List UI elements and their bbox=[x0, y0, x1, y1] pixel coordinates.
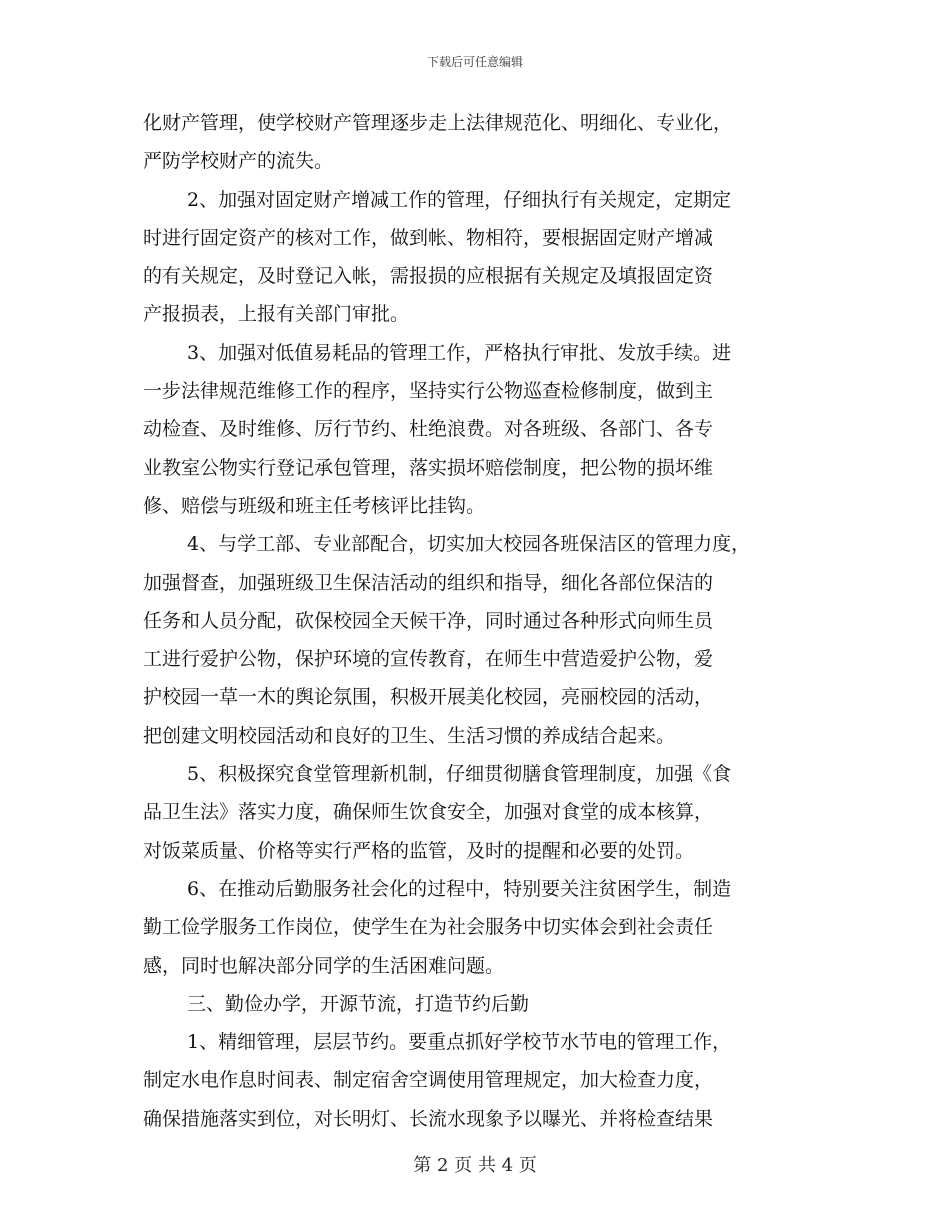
text-line: 业教室公物实行登记承包管理，落实损坏赔偿制度，把公物的损坏维 bbox=[143, 456, 714, 479]
text-line: 1、精细管理，层层节约。要重点抓好学校节水节电的管理工作， bbox=[187, 1031, 732, 1054]
text-line: 的有关规定，及时登记入帐，需报损的应根据有关规定及填报固定资 bbox=[143, 265, 714, 288]
text-line: 感，同时也解决部分同学的生活困难问题。 bbox=[143, 954, 505, 977]
text-line: 护校园一草一木的舆论氛围，积极开展美化校园，亮丽校园的活动， bbox=[143, 686, 714, 709]
text-line: 4、与学工部、专业部配合，切实加大校园各班保洁区的管理力度， bbox=[187, 533, 751, 556]
text-line: 动检查、及时维修、厉行节约、杜绝浪费。对各班级、各部门、各专 bbox=[143, 418, 714, 441]
text-line: 修、赔偿与班级和班主任考核评比挂钩。 bbox=[143, 494, 486, 517]
text-line: 产报损表，上报有关部门审批。 bbox=[143, 303, 410, 326]
text-line: 三、勤俭办学，开源节流，打造节约后勤 bbox=[187, 992, 530, 1015]
text-line: 加强督查，加强班级卫生保洁活动的组织和指导，细化各部位保洁的 bbox=[143, 571, 714, 594]
text-line: 6、在推动后勤服务社会化的过程中，特别要关注贫困学生，制造 bbox=[187, 877, 732, 900]
document-body bbox=[143, 104, 810, 1138]
text-line: 对饭菜质量、价格等实行严格的监管，及时的提醒和必要的处罚。 bbox=[143, 839, 695, 862]
page-footer: 第 2 页 共 4 页 bbox=[413, 1155, 537, 1176]
text-line: 化财产管理，使学校财产管理逐步走上法律规范化、明细化、专业化， bbox=[143, 112, 733, 134]
text-line: 2、加强对固定财产增减工作的管理，仔细执行有关规定，定期定 bbox=[187, 188, 732, 211]
text-line: 时进行固定资产的核对工作，做到帐、物相符，要根据固定财产增减 bbox=[143, 226, 714, 249]
text-line: 5、积极探究食堂管理新机制，仔细贯彻膳食管理制度，加强《食 bbox=[187, 763, 732, 786]
text-line: 把创建文明校园活动和良好的卫生、生活习惯的养成结合起来。 bbox=[143, 724, 676, 747]
page-header: 下载后可任意编辑 bbox=[426, 55, 523, 69]
text-line: 勤工俭学服务工作岗位，使学生在为社会服务中切实体会到社会责任 bbox=[143, 916, 714, 939]
text-line: 任务和人员分配，砍保校园全天候干净，同时通过各种形式向师生员 bbox=[143, 609, 714, 632]
text-line: 工进行爱护公物，保护环境的宣传教育，在师生中营造爱护公物，爱 bbox=[143, 648, 714, 671]
text-line: 一步法律规范维修工作的程序，坚持实行公物巡查检修制度，做到主 bbox=[143, 380, 714, 403]
text-line: 制定水电作息时间表、制定宿舍空调使用管理规定，加大检查力度， bbox=[143, 1069, 714, 1092]
text-line: 品卫生法》落实力度，确保师生饮食安全，加强对食堂的成本核算， bbox=[143, 801, 714, 824]
text-line: 确保措施落实到位，对长明灯、长流水现象予以曝光、并将检查结果 bbox=[143, 1107, 714, 1130]
text-line: 严防学校财产的流失。 bbox=[143, 150, 334, 173]
text-line: 3、加强对低值易耗品的管理工作，严格执行审批、发放手续。进 bbox=[187, 341, 732, 364]
